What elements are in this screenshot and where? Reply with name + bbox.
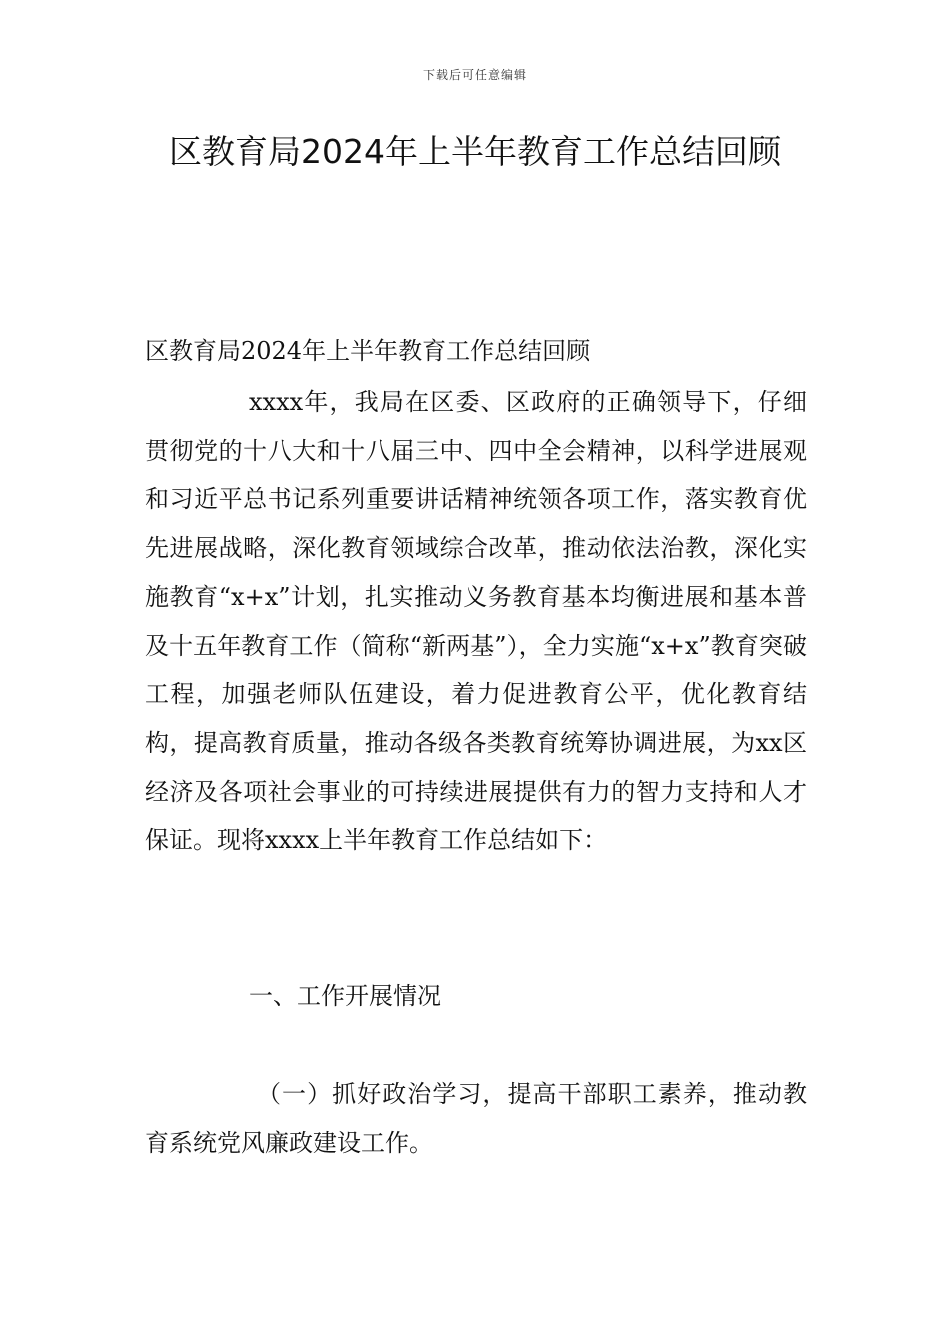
intro-paragraph: xxxx年，我局在区委、区政府的正确领导下，仔细贯彻党的十八大和十八届三中、四中全会精神，以科学进展观和习近平总书记系列重要讲话精神统领各项工作，落实教育优先进展战略，深化教育领域综合改革，推动依法治教，深化实施教育“x+x”计划，扎实推动义务教育基本均衡进展和基本普及十五年教育工作（简称“新两基”），全力实施“x+x”教育突破工程，加强老师队伍建设，着力促进教育公平，优化教育结构，提高教育质量，推动各级各类教育统筹协调进展，为xx区经济及各项社会事业的可持续进展提供有力的智力支持和人才保证。现将xxxx上半年教育工作总结如下： [145, 388, 807, 855]
document-subtitle: 区教育局2024年上半年教育工作总结回顾 [145, 337, 591, 365]
document-title: 区教育局2024年上半年教育工作总结回顾 [169, 132, 781, 171]
section-heading: 一、工作开展情况 [249, 982, 441, 1010]
header-note: 下载后可任意编辑 [422, 68, 527, 82]
sub-section-paragraph: （一）抓好政治学习，提高干部职工素养，推动教育系统党风廉政建设工作。 [145, 1080, 807, 1157]
